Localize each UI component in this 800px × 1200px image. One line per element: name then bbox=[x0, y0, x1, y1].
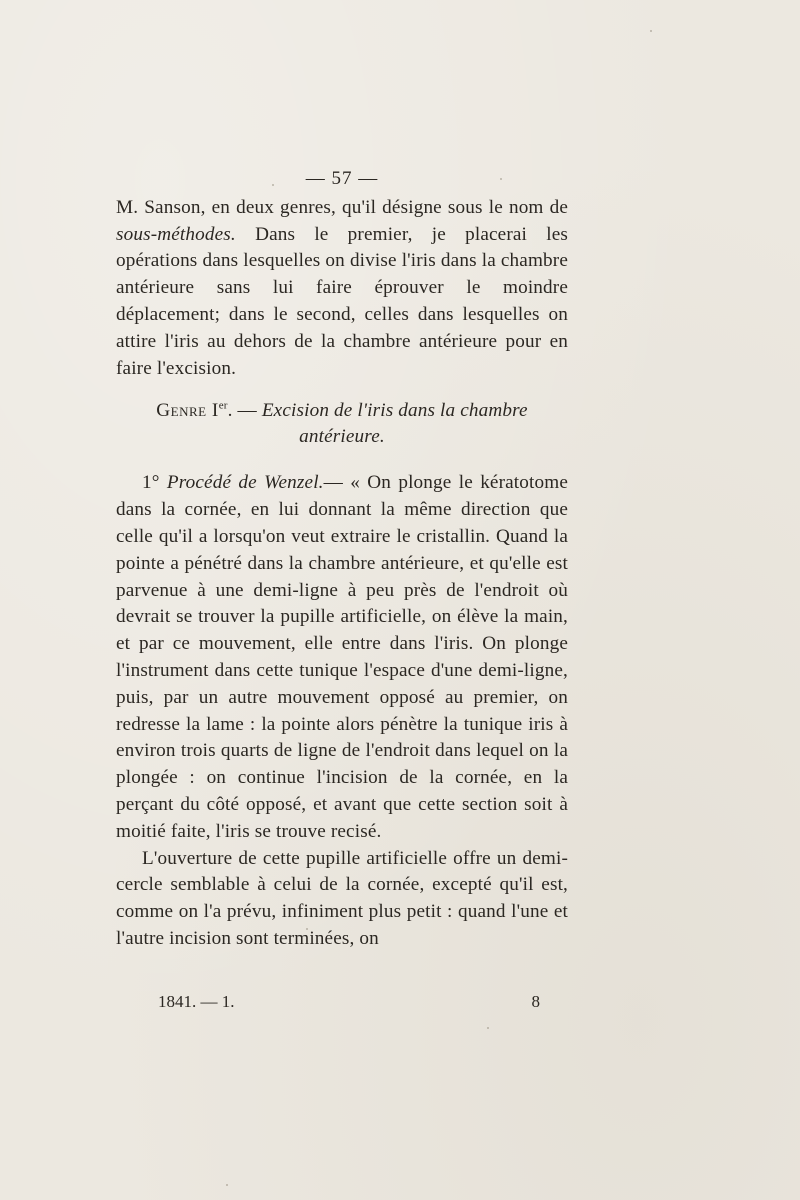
procedure-text: — « On plonge le kératotome dans la cornée, en lui donnant la même direction que celle qu'il a lorsqu'on veut extraire le cristallin. Quand la pointe a pénétré dans la chambre antérieure, et qu'elle est parvenue à une demi-ligne à peu près de l'endroit où devrait se trouver la pupille artificielle, on élève la main, et par ce mouvement, elle entre dans l'iris. On plonge l'instrument dans cette tunique l'espace d'une demi-ligne, puis, par un autre mouvement opposé au premier, on redresse la lame : la pointe alors pénètre la tunique iris à environ trois quarts de ligne de l'endroit dans lequel on la plongée : on continue l'incision de la cornée, en la perçant du côté opposé, et avant que cette section soit à moitié faite, l'iris se trouve recisé. bbox=[116, 472, 568, 842]
intro-text-end: Dans le premier, je placerai les opérations dans lesquelles on divise l'iris dans la chambre antérieure sans lui faire éprouver le moindre déplacement; dans le second, celles dans lesquelles on attire l'iris au dehors de la chambre antérieure pour en faire l'excision. bbox=[116, 223, 568, 379]
page-body bbox=[116, 166, 568, 953]
paper-speck bbox=[650, 30, 652, 32]
section-heading bbox=[116, 398, 568, 450]
intro-italic-term: sous-méthodes. bbox=[116, 223, 236, 245]
heading-genre: Genre I bbox=[156, 400, 219, 422]
footer-sheet-number: 8 bbox=[531, 992, 540, 1011]
procedure-name: Procédé de Wenzel. bbox=[166, 472, 324, 494]
heading-dash: . — bbox=[227, 400, 262, 422]
paper-speck bbox=[226, 1184, 228, 1186]
page-number: — 57 — bbox=[305, 168, 379, 189]
heading-title: Excision de l'iris dans la chambre antérieure. bbox=[261, 400, 528, 448]
page-footer bbox=[158, 992, 540, 1012]
paragraph-opening: L'ouverture de cette pupille artificielle offre un demi-cercle semblable à celui de la cornée, excepté qu'il est, comme on l'a prévu, infiniment plus petit : quand l'une et l'autre incision sont terminées, on bbox=[116, 847, 568, 949]
intro-paragraph bbox=[116, 195, 568, 383]
heading-genre-sup: er bbox=[218, 399, 228, 412]
paper-speck bbox=[487, 1027, 489, 1029]
paragraph-wenzel bbox=[116, 470, 568, 845]
procedure-number: 1° bbox=[142, 472, 167, 494]
footer-signature: 1841. — 1. bbox=[158, 992, 235, 1011]
intro-text-start: M. Sanson, en deux genres, qu'il désigne sous le nom de bbox=[116, 196, 568, 218]
